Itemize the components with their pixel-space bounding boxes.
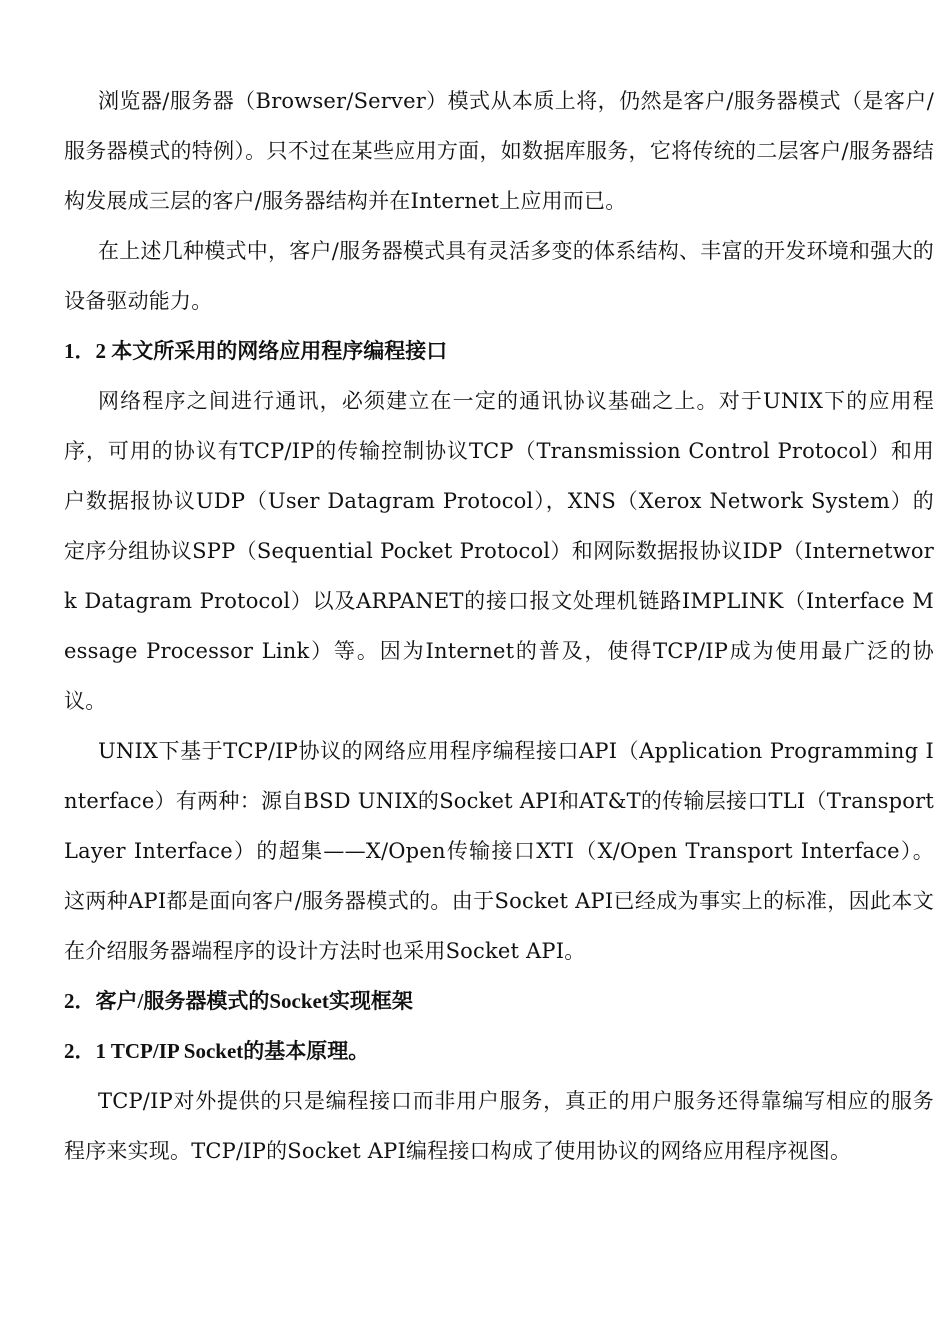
paragraph-socket-api: TCP/IP对外提供的只是编程接口而非用户服务，真正的用户服务还得靠编写相应的服务程序来实现。TCP/IP的Socket API编程接口构成了使用协议的网络应用程序视图。 [64,1089,934,1163]
section-heading-2-1: 2．1 TCP/IP Socket的基本原理。 [64,1039,370,1063]
paragraph-protocols: 网络程序之间进行通讯，必须建立在一定的通讯协议基础之上。对于UNIX下的应用程序，可用的协议有TCP/IP的传输控制协议TCP（Transmission Control Protocol）和用户数据报协议UDP（User Datagram Protocol），XNS（Xerox Network System）的定序分组协议SPP（Sequential Pocket Protocol）和网际数据报协议IDP（Internetwork Datagram Protocol）以及ARPANET的接口报文处理机链路IMPLINK（Interface Message Processor Link）等。因为Internet的普及，使得TCP/IP成为使用最广泛的协议。 [64,389,934,713]
paragraph-api: UNIX下基于TCP/IP协议的网络应用程序编程接口API（Application Programming Interface）有两种：源自BSD UNIX的Socket API和AT&T的传输层接口TLI（Transport Layer Interface）的超集——X/Open传输接口XTI（X/Open Transport Interface）。这两种API都是面向客户/服务器模式的。由于Socket API已经成为事实上的标准，因此本文在介绍服务器端程序的设计方法时也采用Socket API。 [64,739,934,963]
section-heading-1-2: 1．2 本文所采用的网络应用程序编程接口 [64,339,448,363]
paragraph-browser-server: 浏览器/服务器（Browser/Server）模式从本质上将，仍然是客户/服务器模式（是客户/服务器模式的特例）。只不过在某些应用方面，如数据库服务，它将传统的二层客户/服务器结构发展成三层的客户/服务器结构并在Internet上应用而已。 [64,89,934,213]
section-heading-2: 2．客户/服务器模式的Socket实现框架 [64,989,413,1013]
document-body [64,76,934,1176]
paragraph-client-server-advantages: 在上述几种模式中，客户/服务器模式具有灵活多变的体系结构、丰富的开发环境和强大的设备驱动能力。 [64,239,934,313]
